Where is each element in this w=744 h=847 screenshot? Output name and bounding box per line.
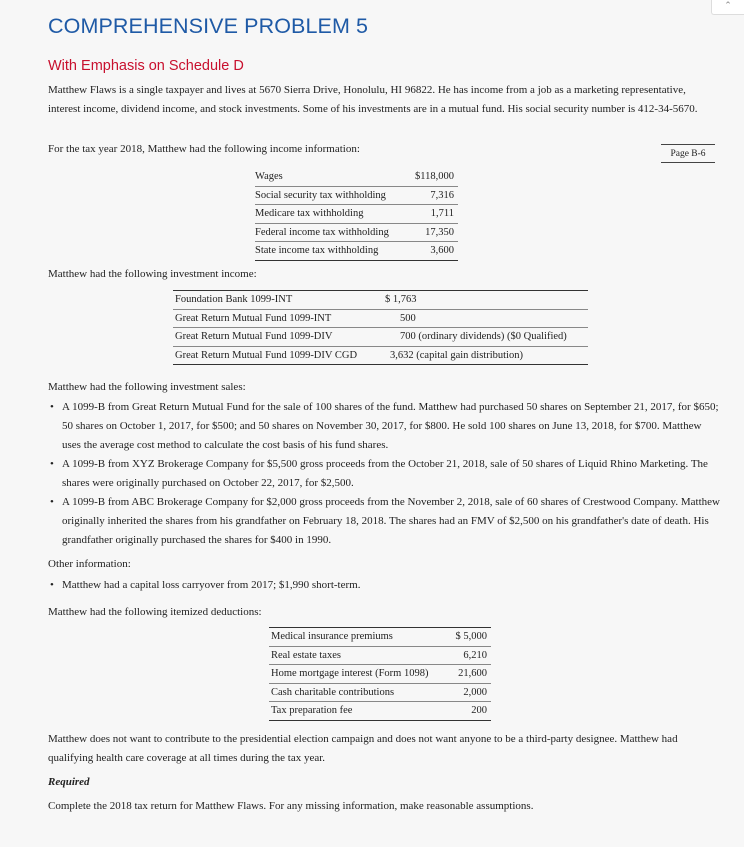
- table-row: Foundation Bank 1099-INT $ 1,763: [173, 290, 588, 310]
- table-row: Federal income tax withholding 17,350: [255, 224, 458, 243]
- table-row: State income tax withholding 3,600: [255, 242, 458, 261]
- page-subtitle: With Emphasis on Schedule D: [48, 58, 244, 74]
- closing-paragraph: Matthew does not want to contribute to the presidential election campaign and does not want anyone to be a third-party designee. Matthew had qualifying health care coverage at all times during the tax year.: [48, 733, 678, 764]
- deductions-intro: Matthew had the following itemized deductions:: [48, 606, 262, 618]
- investment-intro: Matthew had the following investment income:: [48, 268, 257, 280]
- table-row: Medicare tax withholding 1,711: [255, 205, 458, 224]
- page-reference: Page B-6: [661, 144, 715, 163]
- table-row: Home mortgage interest (Form 1098) 21,600: [269, 665, 491, 684]
- list-item: • A 1099-B from Great Return Mutual Fund for the sale of 100 shares of the fund. Matthew had purchased 50 shares on September 21, 2017, for $650; 50 shares on October 1, 2017, for $500; and 50 shares on November 30, 2017, for $800. He sold 100 shares on June 13, 2018, for $700. Matthew uses the average cost method to calculate the cost basis of his fund shares.: [48, 398, 720, 455]
- other-list: [48, 576, 720, 595]
- list-item: • A 1099-B from XYZ Brokerage Company for $5,500 gross proceeds from the October 21, 2018, sale of 50 shares of Liquid Rhino Marketing. The shares were originally purchased on October 22, 2017, for $2,500.: [48, 455, 720, 493]
- table-row: Great Return Mutual Fund 1099-DIV CGD 3,632 (capital gain distribution): [173, 347, 588, 366]
- investment-table: [173, 290, 588, 365]
- intro-paragraph: Matthew Flaws is a single taxpayer and lives at 5670 Sierra Drive, Honolulu, HI 96822. He has income from a job as a marketing representative, interest income, dividend income, and stock investments. Some of his investments are in a mutual fund. His social security number is 412-34-5670.: [48, 84, 698, 115]
- required-text: Complete the 2018 tax return for Matthew Flaws. For any missing information, make reasonable assumptions.: [48, 800, 534, 812]
- required-heading: Required: [48, 776, 90, 788]
- collapse-icon[interactable]: ⌃: [711, 0, 744, 15]
- sales-list: [48, 398, 720, 550]
- table-row: Great Return Mutual Fund 1099-DIV 700 (ordinary dividends) ($0 Qualified): [173, 328, 588, 347]
- page-title: COMPREHENSIVE PROBLEM 5: [48, 14, 369, 38]
- table-row: Medical insurance premiums $ 5,000: [269, 627, 491, 647]
- table-row: Tax preparation fee 200: [269, 702, 491, 721]
- other-intro: Other information:: [48, 558, 131, 570]
- income-table: [255, 168, 458, 261]
- deductions-table: [269, 627, 491, 721]
- list-item: • A 1099-B from ABC Brokerage Company for $2,000 gross proceeds from the November 2, 2018, sale of 60 shares of Crestwood Company. Matthew originally inherited the shares from his grandfather on February 18, 2018. The shares had an FMV of $2,500 on his grandfather's date of death. His grandfather originally purchased the shares for $400 in 1990.: [48, 493, 720, 550]
- list-item: • Matthew had a capital loss carryover from 2017; $1,990 short-term.: [48, 576, 720, 595]
- table-row: Great Return Mutual Fund 1099-INT 500: [173, 310, 588, 329]
- tax-year-intro: For the tax year 2018, Matthew had the following income information:: [48, 143, 360, 155]
- table-row: Social security tax withholding 7,316: [255, 187, 458, 206]
- table-row: Real estate taxes 6,210: [269, 647, 491, 666]
- sales-intro: Matthew had the following investment sales:: [48, 381, 246, 393]
- table-row: Wages $118,000: [255, 168, 458, 187]
- table-row: Cash charitable contributions 2,000: [269, 684, 491, 703]
